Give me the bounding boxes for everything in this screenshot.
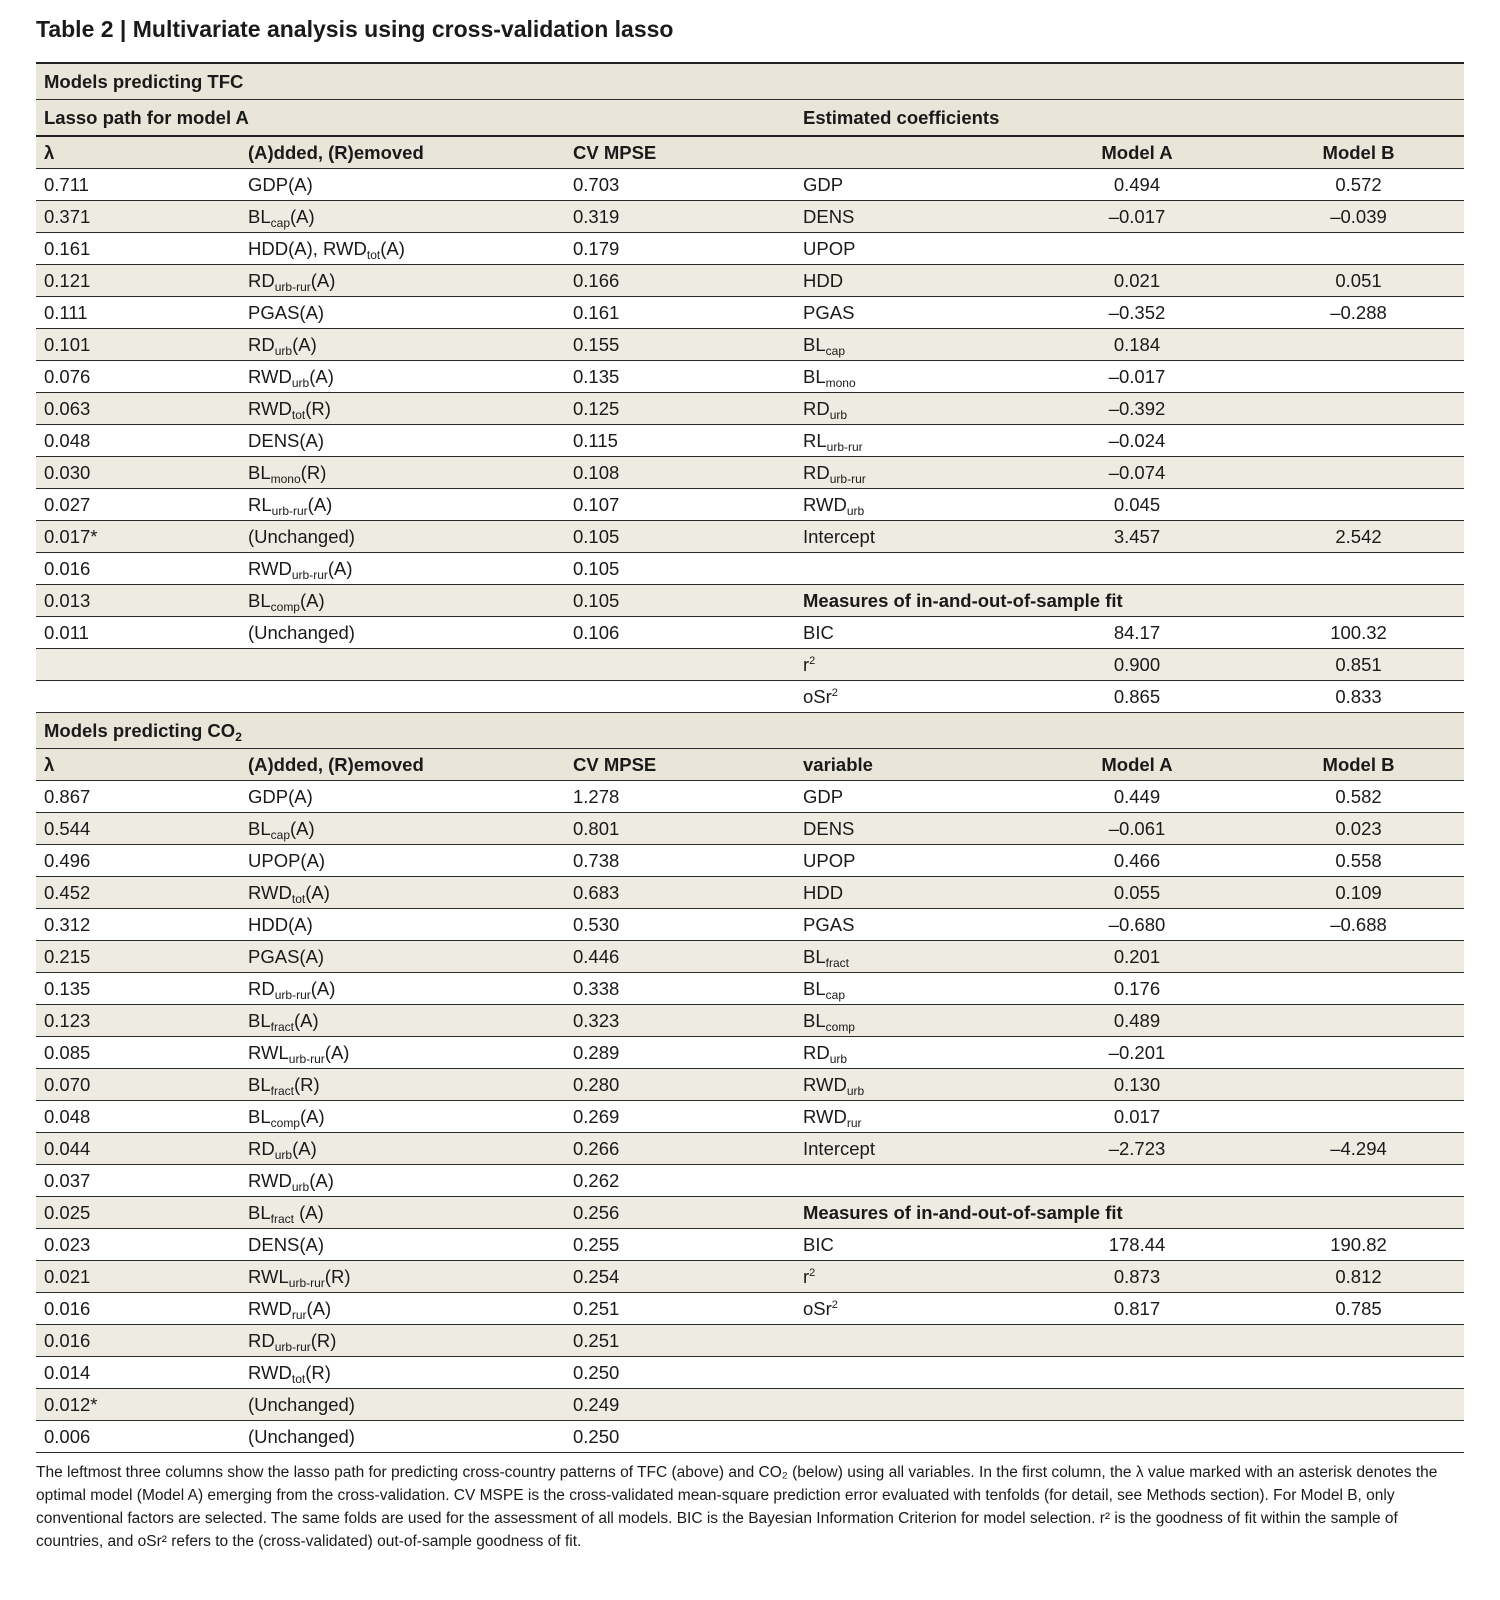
lambda-cell: 0.711 [36, 169, 240, 201]
lambda-cell: 0.030 [36, 457, 240, 489]
lambda-cell: 0.101 [36, 329, 240, 361]
cv-mpse-cell: 0.105 [565, 585, 795, 617]
cv-mpse-cell [565, 649, 795, 681]
model-a-cell: 0.900 [1021, 649, 1245, 681]
model-b-cell [1245, 329, 1464, 361]
variable-cell: $r^2$ [795, 1261, 1021, 1293]
model-a-cell: 0.817 [1021, 1293, 1245, 1325]
added-removed-cell: $RD_{urb}(A)$ [240, 329, 565, 361]
added-removed-cell: GDP(A) [240, 781, 565, 813]
col-cv: CV MPSE [565, 749, 795, 781]
added-removed-cell: $BL_{comp}(A)$ [240, 585, 565, 617]
cv-mpse-cell: 0.249 [565, 1389, 795, 1421]
added-removed-cell: (Unchanged) [240, 1389, 565, 1421]
model-b-cell [1245, 1421, 1464, 1453]
model-b-cell [1245, 1037, 1464, 1069]
variable-cell: UPOP [795, 233, 1021, 265]
model-a-cell: 3.457 [1021, 521, 1245, 553]
cv-mpse-cell: 0.115 [565, 425, 795, 457]
table-row [36, 1197, 1464, 1229]
table-row [36, 941, 1464, 973]
lambda-cell: 0.123 [36, 1005, 240, 1037]
model-a-cell: –0.352 [1021, 297, 1245, 329]
regression-table [36, 62, 1464, 1453]
section-label-tfc: Models predicting TFC [36, 63, 1464, 100]
model-b-cell: 0.572 [1245, 169, 1464, 201]
cv-mpse-cell: 0.250 [565, 1421, 795, 1453]
added-removed-cell: HDD(A), $RWD_{tot}(A)$ [240, 233, 565, 265]
table-row [36, 297, 1464, 329]
cv-mpse-cell: 0.179 [565, 233, 795, 265]
model-a-cell [1021, 1389, 1245, 1421]
lambda-cell: 0.013 [36, 585, 240, 617]
cv-mpse-cell: 0.255 [565, 1229, 795, 1261]
added-removed-cell: $RWD_{tot}(R)$ [240, 393, 565, 425]
col-model-a: Model A [1021, 749, 1245, 781]
cv-mpse-cell: 0.135 [565, 361, 795, 393]
table-footnote: The leftmost three columns show the lasso path for predicting cross-country patterns of TFC (above) and CO₂ (below) using all variables. In the first column, the λ value marked with an asterisk denotes the optimal model (Model A) emerging from the cross-validation. CV MSPE is the cross-validated mean-square prediction error evaluated with tenfolds (for detail, see Methods section). For Model B, only conventional factors are selected. The same folds are used for the assessment of all models. BIC is the Bayesian Information Criterion for model selection. r² is the goodness of fit within the sample of countries, and oSr² refers to the (cross-validated) out-of-sample goodness of fit. [36, 1464, 1438, 1550]
table-body [36, 63, 1464, 1453]
column-header-tfc [36, 136, 1464, 169]
model-b-cell [1245, 1357, 1464, 1389]
path-label: Lasso path for model A [36, 100, 795, 137]
lambda-cell: 0.048 [36, 425, 240, 457]
col-var: variable [795, 749, 1021, 781]
variable-cell: GDP [795, 781, 1021, 813]
model-b-cell [1245, 425, 1464, 457]
lambda-cell: 0.867 [36, 781, 240, 813]
lambda-cell: 0.496 [36, 845, 240, 877]
cv-mpse-cell: 0.106 [565, 617, 795, 649]
variable-cell: $BL_{comp}$ [795, 1005, 1021, 1037]
table-row [36, 1101, 1464, 1133]
model-a-cell: 0.466 [1021, 845, 1245, 877]
section-label-co2: Models predicting $CO_2$ [36, 713, 1464, 749]
lambda-cell: 0.017* [36, 521, 240, 553]
lambda-cell: 0.023 [36, 1229, 240, 1261]
cv-mpse-cell: 0.251 [565, 1325, 795, 1357]
added-removed-cell: $RWD_{tot}(A)$ [240, 877, 565, 909]
col-lambda: λ [36, 136, 240, 169]
model-a-cell: 0.176 [1021, 973, 1245, 1005]
added-removed-cell: $RD_{urb-rur}(R)$ [240, 1325, 565, 1357]
lambda-cell: 0.016 [36, 1293, 240, 1325]
section-header-tfc [36, 63, 1464, 100]
table-row [36, 553, 1464, 585]
variable-cell [795, 1325, 1021, 1357]
variable-cell: Intercept [795, 521, 1021, 553]
variable-cell [795, 553, 1021, 585]
lambda-cell: 0.215 [36, 941, 240, 973]
lambda-cell [36, 649, 240, 681]
variable-cell: PGAS [795, 909, 1021, 941]
lambda-cell: 0.135 [36, 973, 240, 1005]
lambda-cell: 0.312 [36, 909, 240, 941]
table-row [36, 909, 1464, 941]
added-removed-cell: $BL_{comp}(A)$ [240, 1101, 565, 1133]
cv-mpse-cell: 0.266 [565, 1133, 795, 1165]
added-removed-cell: $BL_{fract}(A)$ [240, 1005, 565, 1037]
variable-cell: oSr$^2$ [795, 681, 1021, 713]
lambda-cell: 0.452 [36, 877, 240, 909]
table-row [36, 521, 1464, 553]
lambda-cell: 0.121 [36, 265, 240, 297]
table-row [36, 201, 1464, 233]
table-row [36, 393, 1464, 425]
cv-mpse-cell: 0.166 [565, 265, 795, 297]
model-b-cell [1245, 1005, 1464, 1037]
added-removed-cell: $RWD_{rur}(A)$ [240, 1293, 565, 1325]
table-row [36, 813, 1464, 845]
table-row [36, 425, 1464, 457]
variable-cell: UPOP [795, 845, 1021, 877]
added-removed-cell: $BL_{fract}$ (A) [240, 1197, 565, 1229]
lambda-cell: 0.012* [36, 1389, 240, 1421]
added-removed-cell: $RWD_{urb}(A)$ [240, 1165, 565, 1197]
cv-mpse-cell: 0.256 [565, 1197, 795, 1229]
added-removed-cell: PGAS(A) [240, 297, 565, 329]
lambda-cell: 0.014 [36, 1357, 240, 1389]
variable-cell: $BL_{fract}$ [795, 941, 1021, 973]
cv-mpse-cell: 0.446 [565, 941, 795, 973]
lambda-cell [36, 681, 240, 713]
table-row [36, 265, 1464, 297]
table-row [36, 169, 1464, 201]
model-b-cell: –0.039 [1245, 201, 1464, 233]
lambda-cell: 0.006 [36, 1421, 240, 1453]
added-removed-cell: $BL_{cap}(A)$ [240, 201, 565, 233]
table-row [36, 233, 1464, 265]
added-removed-cell: UPOP(A) [240, 845, 565, 877]
variable-cell: $RD_{urb-rur}$ [795, 457, 1021, 489]
variable-cell: $RD_{urb}$ [795, 393, 1021, 425]
col-added: (A)dded, (R)emoved [240, 749, 565, 781]
model-b-cell [1245, 1325, 1464, 1357]
table-row [36, 1421, 1464, 1453]
model-a-cell [1021, 1165, 1245, 1197]
model-b-cell: 0.109 [1245, 877, 1464, 909]
model-b-cell: 2.542 [1245, 521, 1464, 553]
added-removed-cell: $RD_{urb-rur}(A)$ [240, 973, 565, 1005]
table-row [36, 877, 1464, 909]
lambda-cell: 0.063 [36, 393, 240, 425]
added-removed-cell: $RWL_{urb-rur}(A)$ [240, 1037, 565, 1069]
model-b-cell [1245, 1101, 1464, 1133]
variable-cell: $BL_{mono}$ [795, 361, 1021, 393]
model-a-cell: –0.024 [1021, 425, 1245, 457]
added-removed-cell [240, 681, 565, 713]
model-a-cell: –0.017 [1021, 201, 1245, 233]
variable-cell: $RWD_{urb}$ [795, 1069, 1021, 1101]
added-removed-cell: $BL_{fract}(R)$ [240, 1069, 565, 1101]
variable-cell: HDD [795, 265, 1021, 297]
model-a-cell: 0.045 [1021, 489, 1245, 521]
model-b-cell [1245, 457, 1464, 489]
cv-mpse-cell: 0.319 [565, 201, 795, 233]
cv-mpse-cell: 0.108 [565, 457, 795, 489]
model-b-cell [1245, 393, 1464, 425]
added-removed-cell: PGAS(A) [240, 941, 565, 973]
table-row [36, 973, 1464, 1005]
variable-cell: BIC [795, 1229, 1021, 1261]
variable-cell: oSr$^2$ [795, 1293, 1021, 1325]
variable-cell: $r^2$ [795, 649, 1021, 681]
cv-mpse-cell [565, 681, 795, 713]
model-b-cell: 0.051 [1245, 265, 1464, 297]
table-row [36, 489, 1464, 521]
lambda-cell: 0.016 [36, 1325, 240, 1357]
table-row [36, 1293, 1464, 1325]
model-b-cell: 0.851 [1245, 649, 1464, 681]
variable-cell: PGAS [795, 297, 1021, 329]
model-a-cell: 84.17 [1021, 617, 1245, 649]
table-row [36, 1005, 1464, 1037]
variable-cell: GDP [795, 169, 1021, 201]
table-row [36, 1357, 1464, 1389]
table-row [36, 1165, 1464, 1197]
table-row [36, 457, 1464, 489]
variable-cell: $RWD_{rur}$ [795, 1101, 1021, 1133]
model-b-cell [1245, 941, 1464, 973]
added-removed-cell: (Unchanged) [240, 617, 565, 649]
model-a-cell [1021, 1325, 1245, 1357]
table-row [36, 585, 1464, 617]
table-row [36, 1325, 1464, 1357]
model-a-cell: –0.061 [1021, 813, 1245, 845]
lambda-cell: 0.544 [36, 813, 240, 845]
model-a-cell: –0.392 [1021, 393, 1245, 425]
model-b-cell: 0.812 [1245, 1261, 1464, 1293]
cv-mpse-cell: 0.530 [565, 909, 795, 941]
coef-label: Estimated coefficients [795, 100, 1464, 137]
variable-cell: $BL_{cap}$ [795, 329, 1021, 361]
model-b-cell: 100.32 [1245, 617, 1464, 649]
model-a-cell [1021, 1421, 1245, 1453]
col-cv: CV MPSE [565, 136, 795, 169]
model-a-cell: 0.449 [1021, 781, 1245, 813]
model-b-cell [1245, 1069, 1464, 1101]
lambda-cell: 0.011 [36, 617, 240, 649]
added-removed-cell: $BL_{mono}(R)$ [240, 457, 565, 489]
added-removed-cell: (Unchanged) [240, 521, 565, 553]
lambda-cell: 0.371 [36, 201, 240, 233]
lambda-cell: 0.016 [36, 553, 240, 585]
variable-cell: DENS [795, 201, 1021, 233]
model-a-cell: 0.865 [1021, 681, 1245, 713]
cv-mpse-cell: 0.338 [565, 973, 795, 1005]
model-a-cell: 0.184 [1021, 329, 1245, 361]
added-removed-cell: DENS(A) [240, 1229, 565, 1261]
cv-mpse-cell: 0.125 [565, 393, 795, 425]
added-removed-cell: $RWD_{tot}(R)$ [240, 1357, 565, 1389]
model-b-cell: 0.833 [1245, 681, 1464, 713]
model-a-cell [1021, 1357, 1245, 1389]
cv-mpse-cell: 0.738 [565, 845, 795, 877]
model-a-cell: 178.44 [1021, 1229, 1245, 1261]
cv-mpse-cell: 0.254 [565, 1261, 795, 1293]
added-removed-cell: DENS(A) [240, 425, 565, 457]
variable-cell: DENS [795, 813, 1021, 845]
variable-cell: $RD_{urb}$ [795, 1037, 1021, 1069]
col-model-a: Model A [1021, 136, 1245, 169]
model-b-cell: –4.294 [1245, 1133, 1464, 1165]
cv-mpse-cell: 0.105 [565, 521, 795, 553]
model-b-cell: –0.688 [1245, 909, 1464, 941]
cv-mpse-cell: 0.155 [565, 329, 795, 361]
added-removed-cell: $RD_{urb}(A)$ [240, 1133, 565, 1165]
model-b-cell [1245, 1389, 1464, 1421]
model-b-cell: 0.582 [1245, 781, 1464, 813]
variable-cell: Intercept [795, 1133, 1021, 1165]
table-row [36, 1133, 1464, 1165]
cv-mpse-cell: 0.269 [565, 1101, 795, 1133]
variable-cell [795, 1357, 1021, 1389]
table-row [36, 1389, 1464, 1421]
model-b-cell [1245, 361, 1464, 393]
cv-mpse-cell: 0.323 [565, 1005, 795, 1037]
table-row [36, 1229, 1464, 1261]
column-header-co2 [36, 749, 1464, 781]
cv-mpse-cell: 0.801 [565, 813, 795, 845]
table-row [36, 1037, 1464, 1069]
model-a-cell: 0.021 [1021, 265, 1245, 297]
col-var [795, 136, 1021, 169]
model-b-cell [1245, 489, 1464, 521]
variable-cell [795, 1421, 1021, 1453]
model-b-cell [1245, 233, 1464, 265]
subheader-tfc [36, 100, 1464, 137]
model-a-cell: 0.017 [1021, 1101, 1245, 1133]
variable-cell: HDD [795, 877, 1021, 909]
cv-mpse-cell: 1.278 [565, 781, 795, 813]
table-row [36, 1261, 1464, 1293]
model-a-cell: –2.723 [1021, 1133, 1245, 1165]
model-a-cell [1021, 233, 1245, 265]
fit-measures-heading: Measures of in-and-out-of-sample fit [795, 1197, 1464, 1229]
cv-mpse-cell: 0.289 [565, 1037, 795, 1069]
table-row [36, 329, 1464, 361]
model-a-cell [1021, 553, 1245, 585]
model-b-cell: 0.558 [1245, 845, 1464, 877]
model-a-cell: 0.873 [1021, 1261, 1245, 1293]
variable-cell: $BL_{cap}$ [795, 973, 1021, 1005]
lambda-cell: 0.044 [36, 1133, 240, 1165]
model-a-cell: 0.489 [1021, 1005, 1245, 1037]
cv-mpse-cell: 0.262 [565, 1165, 795, 1197]
added-removed-cell: $RWL_{urb-rur}(R)$ [240, 1261, 565, 1293]
model-b-cell [1245, 1165, 1464, 1197]
table-row [36, 845, 1464, 877]
cv-mpse-cell: 0.683 [565, 877, 795, 909]
added-removed-cell: $RD_{urb-rur}(A)$ [240, 265, 565, 297]
lambda-cell: 0.037 [36, 1165, 240, 1197]
model-a-cell: 0.130 [1021, 1069, 1245, 1101]
model-a-cell: 0.201 [1021, 941, 1245, 973]
added-removed-cell [240, 649, 565, 681]
model-b-cell: 190.82 [1245, 1229, 1464, 1261]
model-a-cell: –0.201 [1021, 1037, 1245, 1069]
added-removed-cell: HDD(A) [240, 909, 565, 941]
col-model-b: Model B [1245, 136, 1464, 169]
lambda-cell: 0.085 [36, 1037, 240, 1069]
table-row [36, 1069, 1464, 1101]
lambda-cell: 0.111 [36, 297, 240, 329]
model-a-cell: –0.074 [1021, 457, 1245, 489]
col-lambda: λ [36, 749, 240, 781]
model-a-cell: 0.494 [1021, 169, 1245, 201]
added-removed-cell: (Unchanged) [240, 1421, 565, 1453]
variable-cell: $RWD_{urb}$ [795, 489, 1021, 521]
table-row [36, 617, 1464, 649]
variable-cell: BIC [795, 617, 1021, 649]
col-model-b: Model B [1245, 749, 1464, 781]
cv-mpse-cell: 0.107 [565, 489, 795, 521]
model-b-cell [1245, 553, 1464, 585]
table-row [36, 681, 1464, 713]
model-a-cell: –0.017 [1021, 361, 1245, 393]
variable-cell: $RL_{urb-rur}$ [795, 425, 1021, 457]
variable-cell [795, 1165, 1021, 1197]
cv-mpse-cell: 0.161 [565, 297, 795, 329]
model-a-cell: 0.055 [1021, 877, 1245, 909]
added-removed-cell: $RWD_{urb}(A)$ [240, 361, 565, 393]
lambda-cell: 0.025 [36, 1197, 240, 1229]
model-a-cell: –0.680 [1021, 909, 1245, 941]
cv-mpse-cell: 0.280 [565, 1069, 795, 1101]
model-b-cell: –0.288 [1245, 297, 1464, 329]
model-b-cell: 0.023 [1245, 813, 1464, 845]
added-removed-cell: $RL_{urb-rur}(A)$ [240, 489, 565, 521]
fit-measures-heading: Measures of in-and-out-of-sample fit [795, 585, 1464, 617]
col-added: (A)dded, (R)emoved [240, 136, 565, 169]
added-removed-cell: GDP(A) [240, 169, 565, 201]
model-b-cell [1245, 973, 1464, 1005]
table-title: Table 2 | Multivariate analysis using cross-validation lasso [36, 16, 674, 42]
table-row [36, 361, 1464, 393]
lambda-cell: 0.027 [36, 489, 240, 521]
lambda-cell: 0.021 [36, 1261, 240, 1293]
lambda-cell: 0.161 [36, 233, 240, 265]
cv-mpse-cell: 0.105 [565, 553, 795, 585]
cv-mpse-cell: 0.250 [565, 1357, 795, 1389]
model-b-cell: 0.785 [1245, 1293, 1464, 1325]
table-row [36, 781, 1464, 813]
lambda-cell: 0.048 [36, 1101, 240, 1133]
added-removed-cell: $RWD_{urb-rur}(A)$ [240, 553, 565, 585]
table-row [36, 649, 1464, 681]
cv-mpse-cell: 0.703 [565, 169, 795, 201]
lambda-cell: 0.076 [36, 361, 240, 393]
added-removed-cell: $BL_{cap}(A)$ [240, 813, 565, 845]
lambda-cell: 0.070 [36, 1069, 240, 1101]
section-header-co2 [36, 713, 1464, 749]
cv-mpse-cell: 0.251 [565, 1293, 795, 1325]
variable-cell [795, 1389, 1021, 1421]
